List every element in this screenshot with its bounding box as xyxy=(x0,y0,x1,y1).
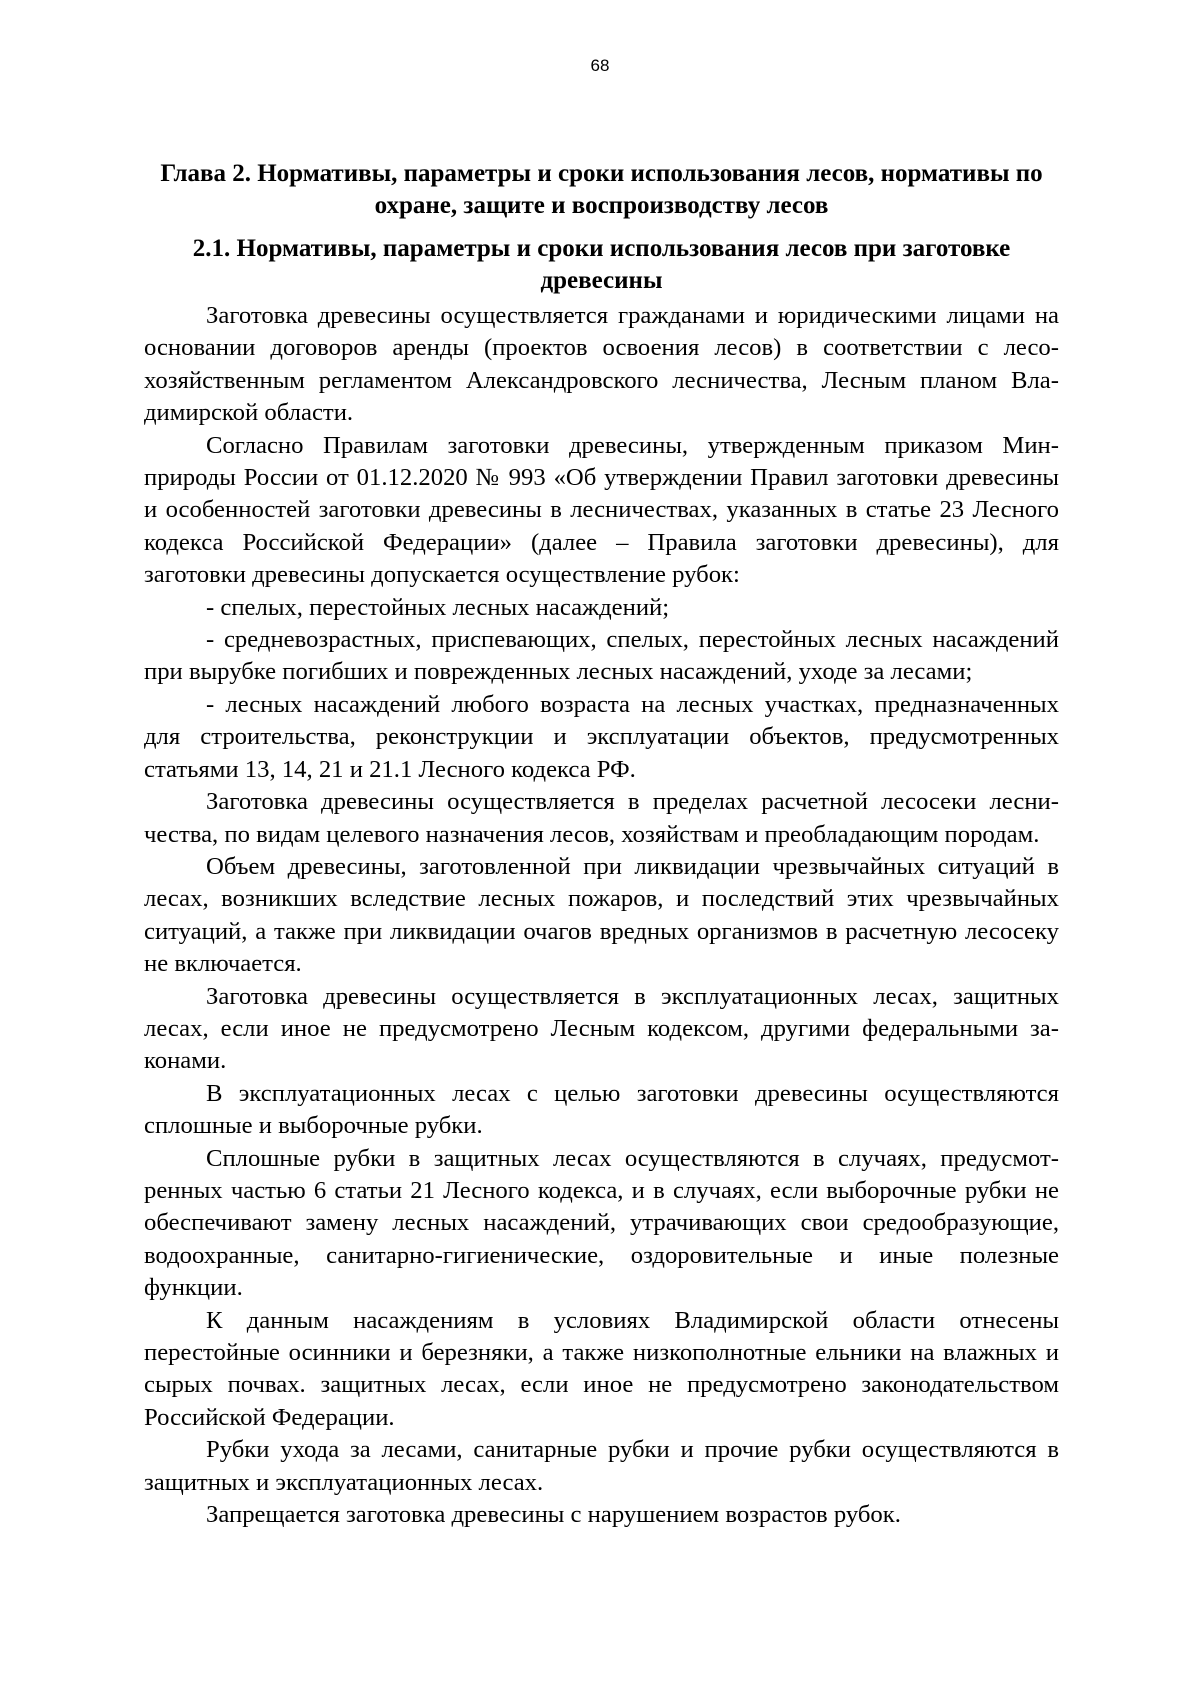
paragraph-care-cuts: Рубки ухода за лесами, санитарные рубки и прочие рубки осуществляются в защитных и эксплуатационных лесах. xyxy=(144,1436,1059,1496)
paragraph-clear-cuts: Сплошные рубки в защитных лесах осуществляются в случаях, предусмотренных частью 6 статьи 21 Лесного кодекса, и в случаях, если выборочные рубки не обеспечивают замену лесных насаждений, утрачивающих свои средообразующие, водоохранные, санитарно-гигиенические, оздоровительные и иные полезные функции. xyxy=(144,1144,1059,1302)
paragraph-prohibition: Запрещается заготовка древесины с нарушением возрастов рубок. xyxy=(206,1501,901,1529)
page-number: 68 xyxy=(590,56,610,75)
chapter-title: Глава 2. Нормативы, параметры и сроки использования лесов, нормативы по охране, защите и воспроизводству лесов xyxy=(160,160,1043,219)
list-item-middle-aged-stands: - средневозрастных, приспевающих, спелых, перестойных лесных насаждений при вырубке погибших и поврежденных лесных насаждений, уходе за лесами; xyxy=(144,626,1059,686)
paragraph-exploitation-forests: В эксплуатационных лесах с целью заготовки древесины осуществляются сплошные и выборочные рубки. xyxy=(144,1079,1059,1140)
paragraph-allowable-cut: Заготовка древесины осуществляется в пределах расчетной лесосеки лесничества, по видам целевого назначения лесов, хозяйствам и преобладающим породам. xyxy=(144,788,1059,848)
paragraph-emergency-volume: Объем древесины, заготовленной при ликвидации чрезвычайных ситуаций в лесах, возникших вследствие лесных пожаров, и последствий этих чрезвычайных ситуаций, а также при ликвидации очагов вредных организмов в расчетную лесосеку не включается. xyxy=(144,852,1059,978)
paragraph-rules-reference: Согласно Правилам заготовки древесины, утвержденным приказом Минприроды России от 01.12.2020 № 993 «Об утверждении Правил заготовки древесины и особенностей заготовки древесины в лесничествах, указанных в статье 23 Лесного кодекса Российской Федерации» (далее – Правила заготовки древесины), для заготовки древесины допускается осуществление рубок: xyxy=(144,431,1059,589)
section-title: 2.1. Нормативы, параметры и сроки использования лесов при заготовке древесины xyxy=(192,235,1011,294)
paragraph-vladimir-stands: К данным насаждениям в условиях Владимирской области отнесены перестойные осинники и березняки, а также низкополнотные ельники на влажных и сырых почвах. защитных лесах, если иное не предусмотрено законодательством Российской Федерации. xyxy=(144,1306,1059,1431)
paragraph-intro: Заготовка древесины осуществляется гражданами и юридическими лицами на основании договоров аренды (проектов освоения лесов) в соответствии с лесохозяйственным регламентом Александровского лесничества, Лесным планом Владимирской области. xyxy=(144,302,1059,427)
document-body xyxy=(144,158,1059,1531)
list-item-mature-stands: - спелых, перестойных лесных насаждений; xyxy=(206,593,670,621)
paragraph-forest-types: Заготовка древесины осуществляется в эксплуатационных лесах, защитных лесах, если иное не предусмотрено Лесным кодексом, другими федеральными законами. xyxy=(144,982,1059,1075)
list-item-any-age-stands: - лесных насаждений любого возраста на лесных участках, предназначенных для строительства, реконструкции и эксплуатации объектов, предусмотренных статьями 13, 14, 21 и 21.1 Лесного кодекса РФ. xyxy=(144,690,1059,783)
